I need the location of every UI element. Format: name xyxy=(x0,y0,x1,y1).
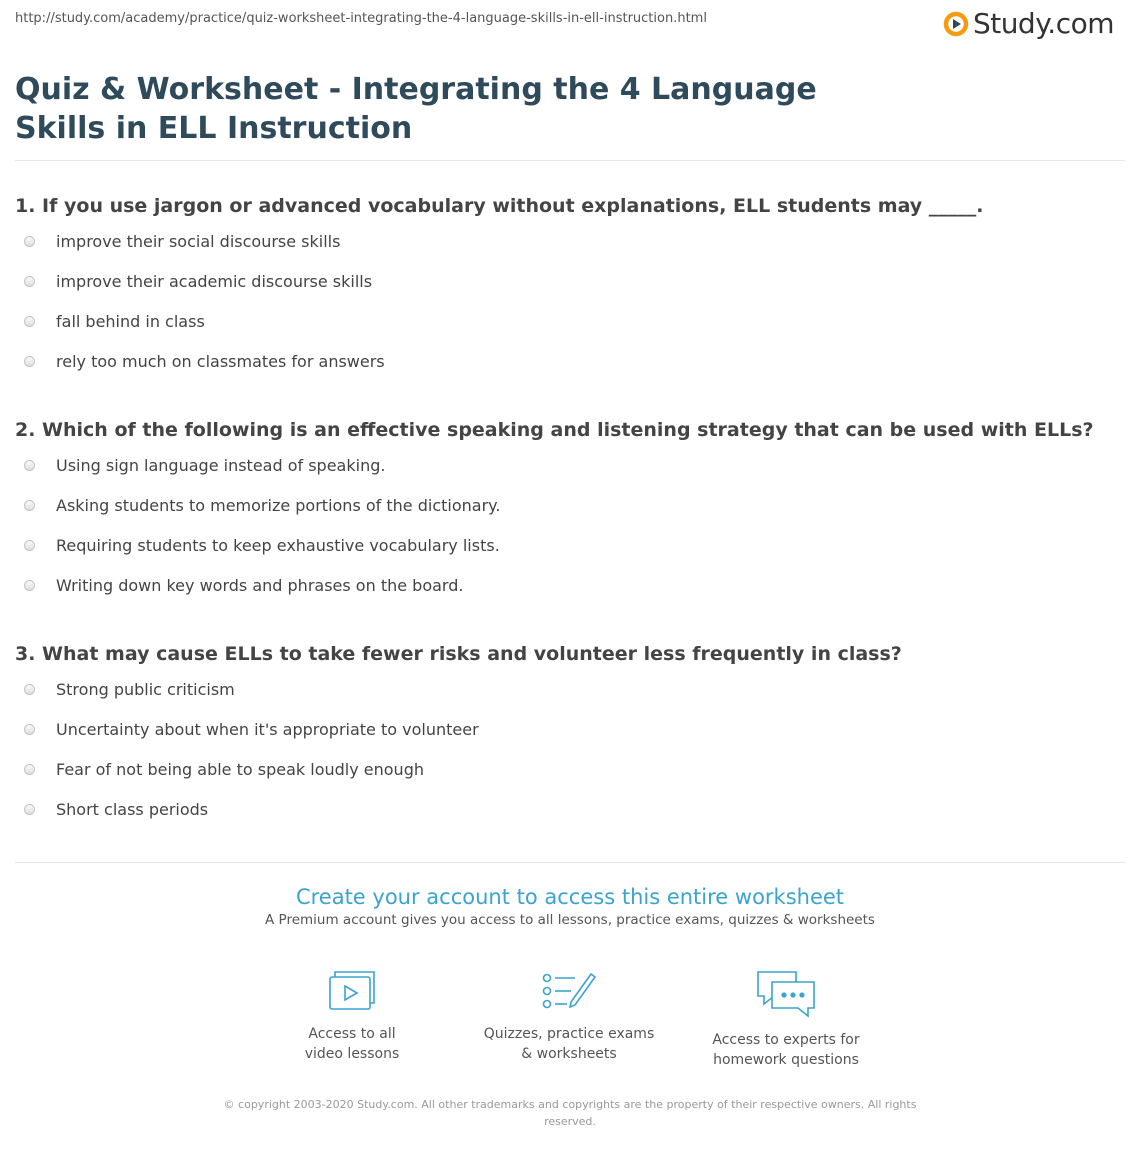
answer-option[interactable]: fall behind in class xyxy=(15,301,1125,341)
video-lessons-icon xyxy=(326,968,378,1012)
question-text: 3. What may cause ELLs to take fewer risks and volunteer less frequently in class? xyxy=(15,643,902,665)
copyright-footer: © copyright 2003-2020 Study.com. All other trademarks and copyrights are the property of their respective owners. All rights reserved. xyxy=(223,1098,917,1128)
feature-video-lessons xyxy=(252,968,452,1064)
answer-option[interactable]: improve their academic discourse skills xyxy=(15,261,1125,301)
feature-label-line: Access to all xyxy=(308,1026,396,1042)
radio-button[interactable] xyxy=(24,804,35,815)
answer-option[interactable]: improve their social discourse skills xyxy=(15,221,1125,261)
question-text: 2. Which of the following is an effective speaking and listening strategy that can be used with ELLs? xyxy=(15,419,1094,441)
create-account-link[interactable]: Create your account to access this entire worksheet xyxy=(295,885,845,909)
feature-quizzes xyxy=(469,968,669,1064)
play-circle-icon xyxy=(943,11,969,37)
feature-label-line: homework questions xyxy=(713,1052,859,1068)
page-title: Quiz & Worksheet - Integrating the 4 Language Skills in ELL Instruction xyxy=(15,72,817,146)
feature-label-line: Access to experts for xyxy=(712,1032,860,1048)
logo-text: Study.com xyxy=(972,7,1114,40)
quiz-checklist-icon xyxy=(541,968,597,1012)
study-logo[interactable] xyxy=(943,7,1114,41)
radio-button[interactable] xyxy=(24,316,35,327)
chat-bubbles-icon xyxy=(754,968,818,1018)
radio-button[interactable] xyxy=(24,500,35,511)
title-divider xyxy=(15,160,1125,161)
radio-button[interactable] xyxy=(24,356,35,367)
answer-option[interactable]: Asking students to memorize portions of the dictionary. xyxy=(15,485,1125,525)
answer-option[interactable]: Using sign language instead of speaking. xyxy=(15,445,1125,485)
radio-button[interactable] xyxy=(24,684,35,695)
radio-button[interactable] xyxy=(24,540,35,551)
question-1 xyxy=(15,193,1125,381)
answer-option[interactable]: Short class periods xyxy=(15,789,1125,829)
radio-button[interactable] xyxy=(24,460,35,471)
answer-option[interactable]: Requiring students to keep exhaustive vocabulary lists. xyxy=(15,525,1125,565)
page-url: http://study.com/academy/practice/quiz-worksheet-integrating-the-4-language-skills-in-ell-instruction.html xyxy=(15,11,707,26)
radio-button[interactable] xyxy=(24,276,35,287)
feature-label-line: video lessons xyxy=(304,1046,400,1062)
answer-option[interactable]: Fear of not being able to speak loudly enough xyxy=(15,749,1125,789)
feature-label-line: Quizzes, practice exams xyxy=(483,1026,655,1042)
answer-option[interactable]: Writing down key words and phrases on the board. xyxy=(15,565,1125,605)
question-text: 1. If you use jargon or advanced vocabulary without explanations, ELL students may _____. xyxy=(15,195,984,217)
feature-label-line: & worksheets xyxy=(521,1046,617,1062)
answer-option[interactable]: Strong public criticism xyxy=(15,669,1125,709)
content-divider xyxy=(15,862,1125,863)
radio-button[interactable] xyxy=(24,764,35,775)
question-2 xyxy=(15,417,1125,605)
answer-option[interactable]: Uncertainty about when it's appropriate to volunteer xyxy=(15,709,1125,749)
radio-button[interactable] xyxy=(24,580,35,591)
question-3 xyxy=(15,641,1125,829)
radio-button[interactable] xyxy=(24,724,35,735)
signup-cta xyxy=(0,885,1140,928)
cta-subtitle: A Premium account gives you access to all lessons, practice exams, quizzes & worksheets xyxy=(265,912,875,928)
answer-option[interactable]: rely too much on classmates for answers xyxy=(15,341,1125,381)
feature-experts xyxy=(686,968,886,1070)
radio-button[interactable] xyxy=(24,236,35,247)
